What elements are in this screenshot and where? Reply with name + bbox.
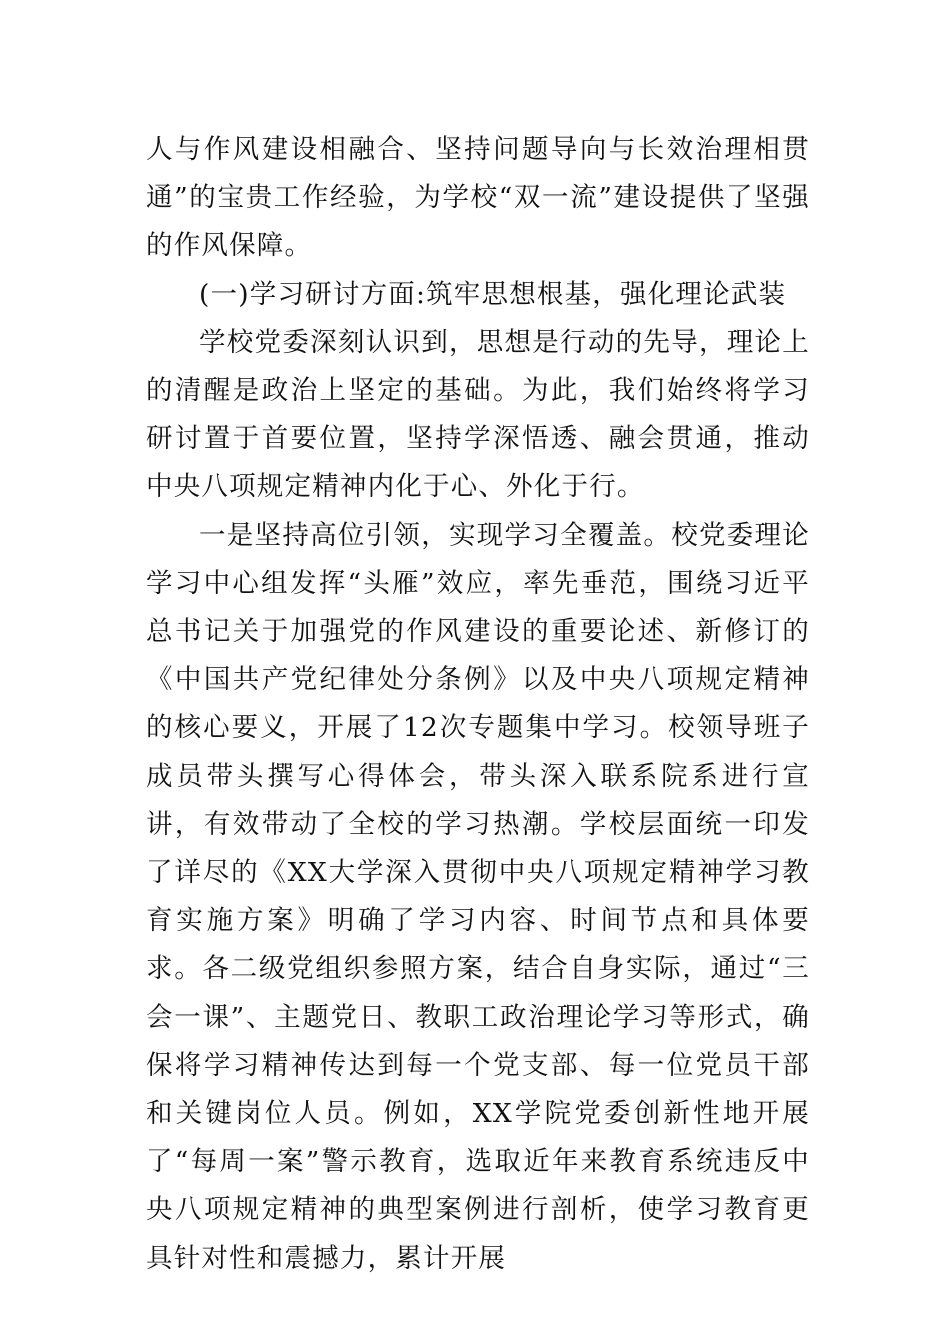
paragraph-first-point: 一是坚持高位引领，实现学习全覆盖。校党委理论学习中心组发挥“头雁”效应，率先垂范，围绕习近平总书记关于加强党的作风建设的重要论述、新修订的《中国共产党纪律处分条例》以及中央八项规定精神的核心要义，开展了12次专题集中学习。校领导班子成员带头撰写心得体会，带头深入联系院系进行宣讲，有效带动了全校的学习热潮。学校层面统一印发了详尽的《XX大学深入贯彻中央八项规定精神学习教育实施方案》明确了学习内容、时间节点和具体要求。各二级党组织参照方案，结合自身实际，通过“三会一课”、主题党日、教职工政治理论学习等形式，确保将学习精神传达到每一个党支部、每一位党员干部和关键岗位人员。例如，XX学院党委创新性地开展了“每周一案”警示教育，选取近年来教育系统违反中央八项规定精神的典型案例进行剖析，使学习教育更具针对性和震撼力，累计开展: [146, 519, 810, 1274]
section-heading: (一)学习研讨方面:筑牢思想根基，强化理论武装: [199, 278, 787, 310]
paragraph-continuation: 人与作风建设相融合、坚持问题导向与长效治理相贯通”的宝贵工作经验，为学校“双一流”建设提供了坚强的作风保障。: [146, 134, 810, 262]
paragraph-intro: 学校党委深刻认识到，思想是行动的先导，理论上的清醒是政治上坚定的基础。为此，我们始终将学习研讨置于首要位置，坚持学深悟透、融会贯通，推动中央八项规定精神内化于心、外化于行。: [146, 326, 810, 503]
document-body: [146, 126, 810, 1283]
